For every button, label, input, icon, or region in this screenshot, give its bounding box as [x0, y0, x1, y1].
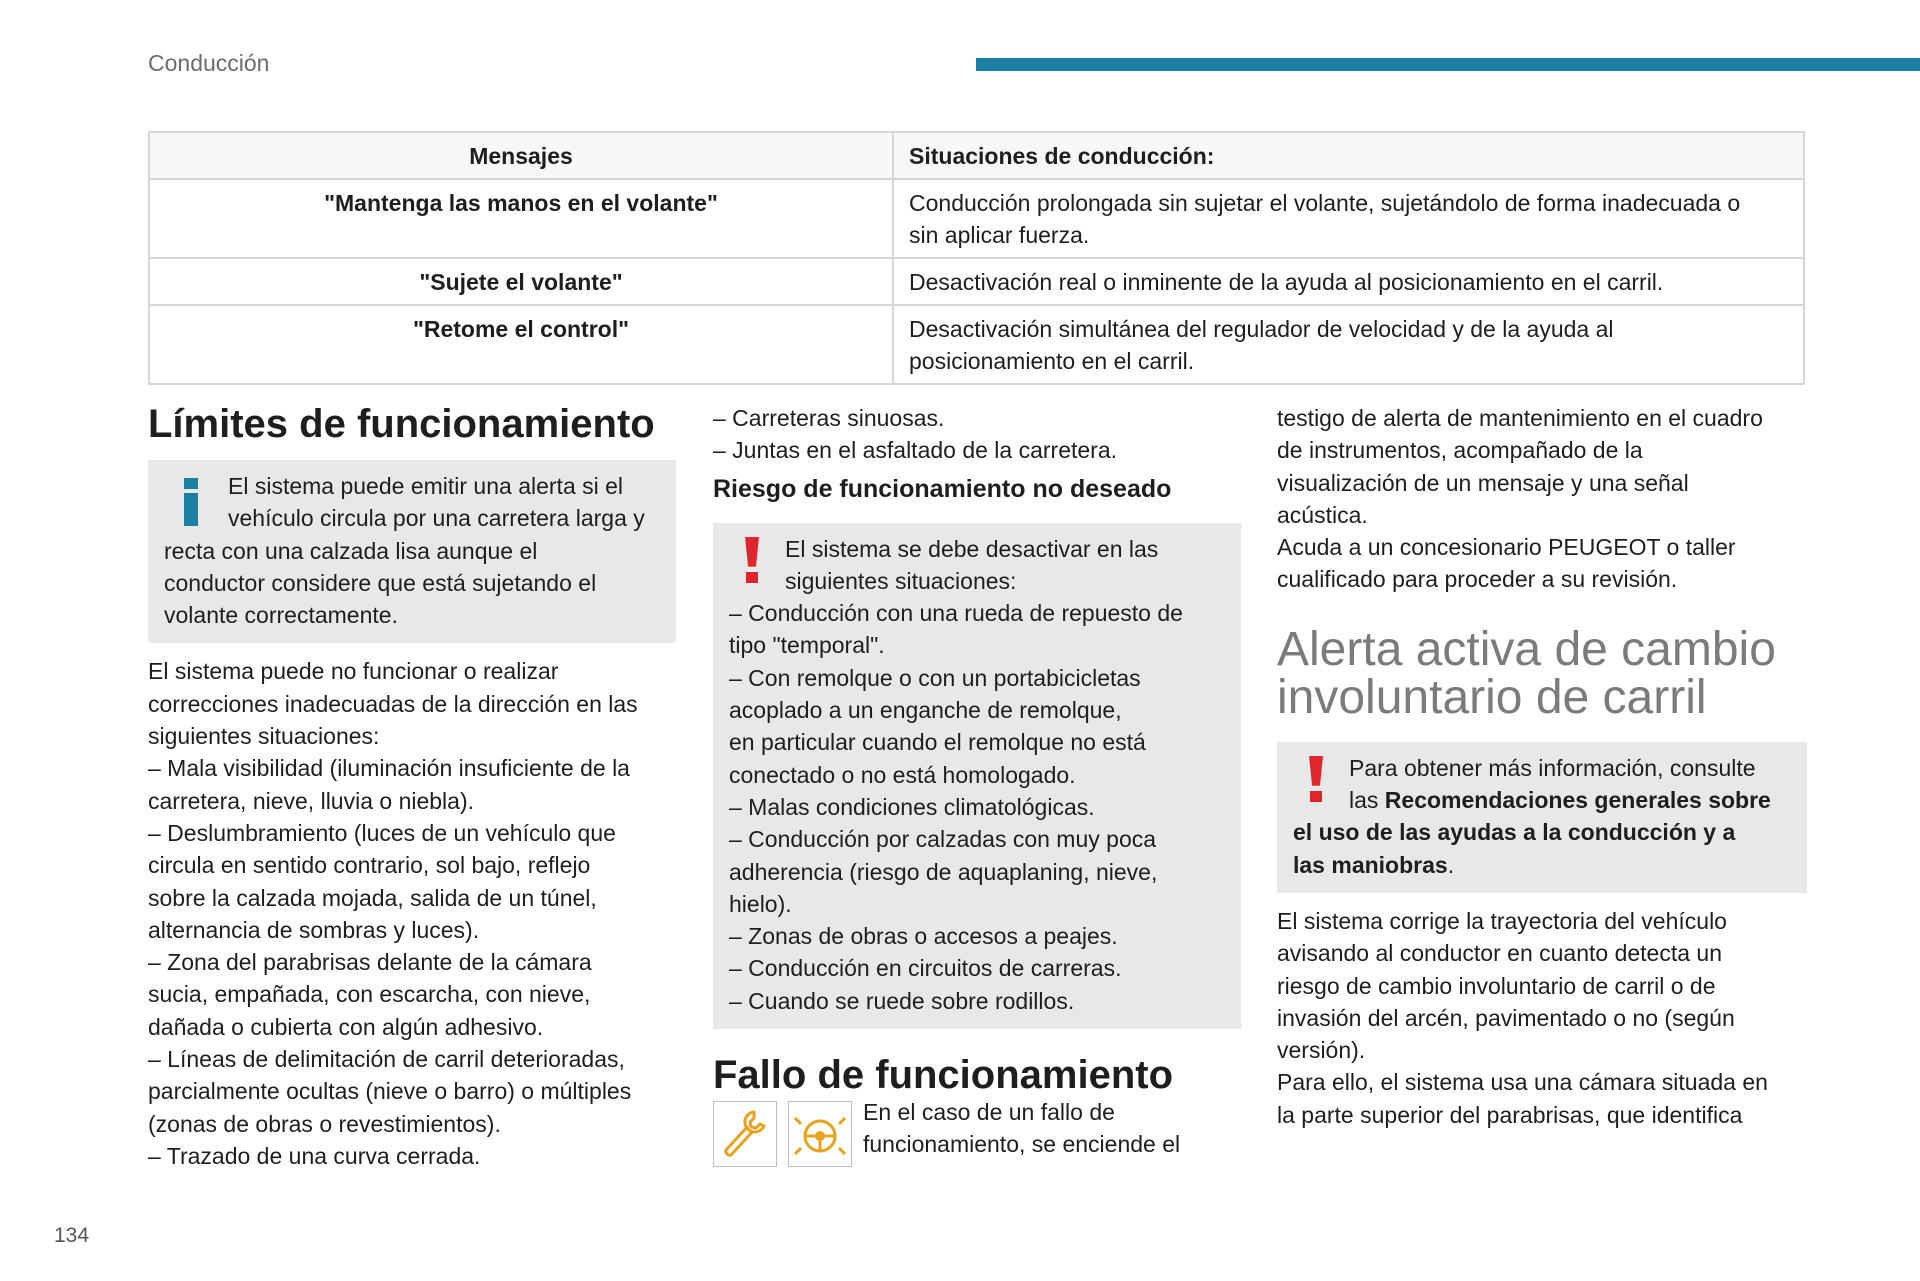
body-line: de instrumentos, acompañado de la — [1277, 437, 1643, 464]
heading-lane-alert — [1277, 622, 1807, 724]
heading-fault: Fallo de funcionamiento — [713, 1053, 1174, 1098]
body-line: (zonas de obras o revestimientos). — [148, 1110, 501, 1137]
warning-line: El sistema se debe desactivar en las — [785, 535, 1159, 562]
info-box — [148, 460, 676, 643]
lane-alert-body — [1277, 905, 1807, 1131]
warning-line: – Conducción con una rueda de repuesto de — [729, 600, 1183, 627]
column-middle — [713, 402, 1241, 1173]
warning-line: – Malas condiciones climatológicas. — [729, 793, 1095, 820]
body-line: siguientes situaciones: — [148, 723, 380, 750]
situation-line: sin aplicar fuerza. — [909, 222, 1090, 248]
warning-line — [1293, 784, 1791, 816]
body-line: visualización de un mensaje y una señal — [1277, 469, 1689, 496]
subheading-unwanted-risk: Riesgo de funcionamiento no deseado — [713, 474, 1172, 503]
info-line: vehículo circula por una carretera larga y — [228, 505, 645, 532]
body-line: parcialmente ocultas (nieve o barro) o múltiples — [148, 1078, 632, 1105]
warning-icon — [1305, 756, 1331, 802]
body-line: acústica. — [1277, 501, 1368, 528]
table-cell-message — [149, 258, 893, 305]
warning-line: – Conducción en circuitos de carreras. — [729, 955, 1122, 982]
info-line: conductor considere que está sujetando el — [164, 569, 597, 596]
body-line: dañada o cubierta con algún adhesivo. — [148, 1013, 544, 1040]
warning-line: – Con remolque o con un portabicicletas — [729, 664, 1141, 691]
body-line: – Líneas de delimitación de carril deterioradas, — [148, 1046, 625, 1073]
body-line: testigo de alerta de mantenimiento en el cuadro — [1277, 405, 1763, 431]
body-line: sobre la calzada mojada, salida de un túnel, — [148, 884, 597, 911]
warning-text: las — [1349, 787, 1385, 814]
situation-line: Conducción prolongada sin sujetar el volante, sujetándolo de forma inadecuada o — [909, 190, 1741, 216]
body-line: cualificado para proceder a su revisión. — [1277, 566, 1678, 593]
table-cell-message — [149, 179, 893, 258]
message-text: "Sujete el volante" — [419, 269, 623, 295]
info-line: recta con una calzada lisa aunque el — [164, 537, 538, 564]
warning-line — [1293, 849, 1791, 881]
heading-line: involuntario de carril — [1277, 670, 1707, 724]
warning-icon — [741, 537, 767, 583]
section-title: Conducción — [148, 50, 270, 76]
warning-text: . — [1447, 851, 1455, 878]
warning-line: en particular cuando el remolque no está — [729, 729, 1146, 756]
table-cell-message — [149, 305, 893, 384]
body-line: – Deslumbramiento (luces de un vehículo que — [148, 819, 616, 846]
table-cell-situation — [893, 258, 1804, 305]
messages-table — [148, 131, 1805, 385]
fault-line: funcionamiento, se enciende el — [863, 1131, 1181, 1158]
situation-line: posicionamiento en el carril. — [909, 348, 1195, 374]
table-cell-situation — [893, 179, 1804, 258]
info-line: volante correctamente. — [164, 602, 398, 629]
warning-line — [1293, 816, 1791, 848]
lane-departure-icon — [788, 1101, 852, 1167]
warning-line: conectado o no está homologado. — [729, 761, 1076, 788]
warning-line: tipo "temporal". — [729, 632, 885, 659]
warning-box — [1277, 742, 1807, 893]
body-line: – Mala visibilidad (iluminación insuficiente de la — [148, 755, 630, 782]
warning-line: siguientes situaciones: — [785, 567, 1017, 594]
body-line: – Zona del parabrisas delante de la cámara — [148, 949, 592, 976]
warning-line: Para obtener más información, consulte — [1349, 754, 1756, 781]
wrench-icon — [713, 1101, 777, 1167]
body-line: – Juntas en el asfaltado de la carretera. — [713, 437, 1118, 464]
warning-line: – Conducción por calzadas con muy poca — [729, 826, 1157, 853]
body-line: la parte superior del parabrisas, que identifica — [1277, 1101, 1743, 1128]
warning-box — [713, 523, 1241, 1029]
warning-bold: el uso de las ayudas a la conducción y a — [1293, 819, 1736, 846]
warning-line: acoplado a un enganche de remolque, — [729, 697, 1122, 724]
column-left — [148, 400, 676, 1172]
warning-line: hielo). — [729, 890, 792, 917]
table-cell-situation — [893, 305, 1804, 384]
limits-body — [148, 655, 676, 1172]
body-line: Acuda a un concesionario PEUGEOT o taller — [1277, 534, 1736, 561]
column-right — [1277, 402, 1807, 1131]
message-text: "Retome el control" — [412, 316, 630, 342]
info-icon — [178, 478, 204, 524]
body-line: avisando al conductor en cuanto detecta un — [1277, 940, 1722, 967]
body-line: carretera, nieve, lluvia o niebla). — [148, 787, 474, 814]
body-line: circula en sentido contrario, sol bajo, reflejo — [148, 852, 591, 879]
heading-limits: Límites de funcionamiento — [148, 402, 655, 446]
warning-line: – Cuando se ruede sobre rodillos. — [729, 987, 1075, 1014]
heading-line: Alerta activa de cambio — [1277, 622, 1776, 676]
body-line: riesgo de cambio involuntario de carril o de — [1277, 972, 1716, 999]
body-line: El sistema corrige la trayectoria del vehículo — [1277, 907, 1727, 934]
table-row — [149, 258, 1804, 305]
table-header-situations: Situaciones de conducción: — [893, 132, 1804, 179]
table-row — [149, 305, 1804, 384]
page-number: 134 — [54, 1224, 90, 1247]
header-accent-bar — [976, 58, 1920, 71]
situation-line: Desactivación real o inminente de la ayuda al posicionamiento en el carril. — [909, 269, 1664, 295]
body-line: correcciones inadecuadas de la dirección en las — [148, 690, 638, 717]
fault-text — [863, 1096, 1243, 1161]
table-header-row — [149, 132, 1804, 179]
fault-row — [713, 1101, 1241, 1173]
table-header-messages: Mensajes — [149, 132, 893, 179]
body-line: sucia, empañada, con escarcha, con nieve, — [148, 981, 591, 1008]
situation-line: Desactivación simultánea del regulador de velocidad y de la ayuda al — [909, 316, 1614, 342]
fault-line: En el caso de un fallo de — [863, 1099, 1115, 1126]
message-text: "Mantenga las manos en el volante" — [324, 190, 718, 216]
warning-line: adherencia (riesgo de aquaplaning, nieve, — [729, 858, 1158, 885]
warning-bold: Recomendaciones generales sobre — [1384, 787, 1771, 814]
table-row — [149, 179, 1804, 258]
warning-bold: las maniobras — [1293, 851, 1448, 878]
body-line: – Trazado de una curva cerrada. — [148, 1142, 481, 1169]
body-line: El sistema puede no funcionar o realizar — [148, 658, 559, 685]
info-line: El sistema puede emitir una alerta si el — [228, 473, 624, 499]
warning-line: – Zonas de obras o accesos a peajes. — [729, 923, 1118, 950]
body-line: versión). — [1277, 1037, 1366, 1064]
body-line: – Carreteras sinuosas. — [713, 405, 945, 431]
body-line: alternancia de sombras y luces). — [148, 916, 480, 943]
body-line: Para ello, el sistema usa una cámara situada en — [1277, 1069, 1768, 1096]
body-line: invasión del arcén, pavimentado o no (según — [1277, 1004, 1735, 1031]
